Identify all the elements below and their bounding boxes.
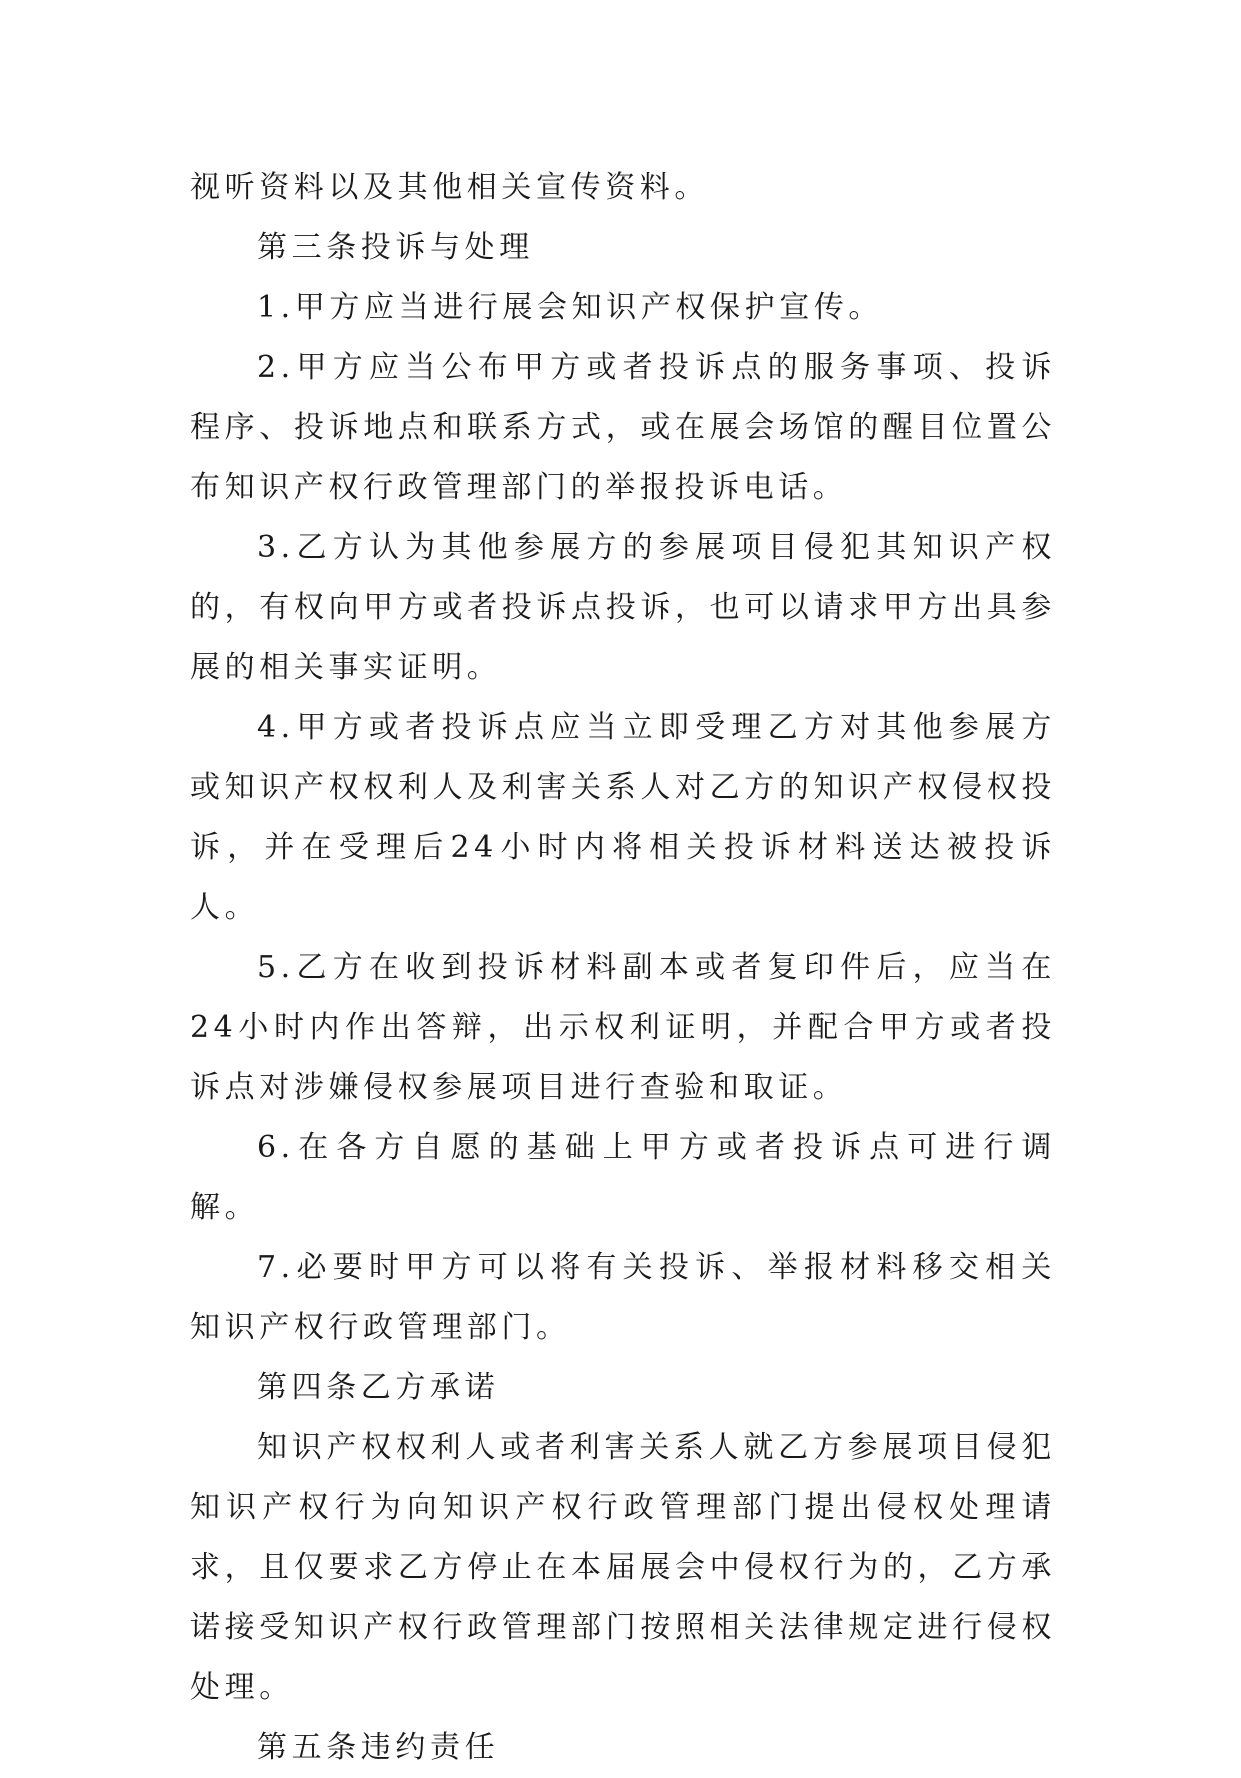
paragraph-article-4-body: 知识产权权利人或者利害关系人就乙方参展项目侵犯知识产权行为向知识产权行政管理部门提出侵权处理请求，且仅要求乙方停止在本届展会中侵权行为的，乙方承诺接受知识产权行政管理部门按照相关法律规定进行侵权处理。 [190,1430,1056,1705]
paragraph-item-4: 4.甲方或者投诉点应当立即受理乙方对其他参展方或知识产权权利人及利害关系人对乙方的知识产权侵权投诉，并在受理后24小时内将相关投诉材料送达被投诉人。 [190,710,1056,925]
paragraph-item-2: 2.甲方应当公布甲方或者投诉点的服务事项、投诉程序、投诉地点和联系方式，或在展会场馆的醒目位置公布知识产权行政管理部门的举报投诉电话。 [190,350,1056,505]
paragraph-item-1: 1.甲方应当进行展会知识产权保护宣传。 [257,290,884,325]
paragraph-item-6: 6.在各方自愿的基础上甲方或者投诉点可进行调解。 [190,1130,1056,1225]
document-body [190,158,1056,1778]
paragraph-continuation: 视听资料以及其他相关宣传资料。 [190,170,709,205]
section-heading-article-3: 第三条投诉与处理 [257,230,534,265]
paragraph-item-5: 5.乙方在收到投诉材料副本或者复印件后，应当在24小时内作出答辩，出示权利证明，并配合甲方或者投诉点对涉嫌侵权参展项目进行查验和取证。 [190,950,1056,1105]
paragraph-item-3: 3.乙方认为其他参展方的参展项目侵犯其知识产权的，有权向甲方或者投诉点投诉，也可以请求甲方出具参展的相关事实证明。 [190,530,1056,685]
section-heading-article-5: 第五条违约责任 [257,1730,500,1765]
section-heading-article-4: 第四条乙方承诺 [257,1370,500,1405]
paragraph-item-7: 7.必要时甲方可以将有关投诉、举报材料移交相关知识产权行政管理部门。 [190,1250,1056,1345]
